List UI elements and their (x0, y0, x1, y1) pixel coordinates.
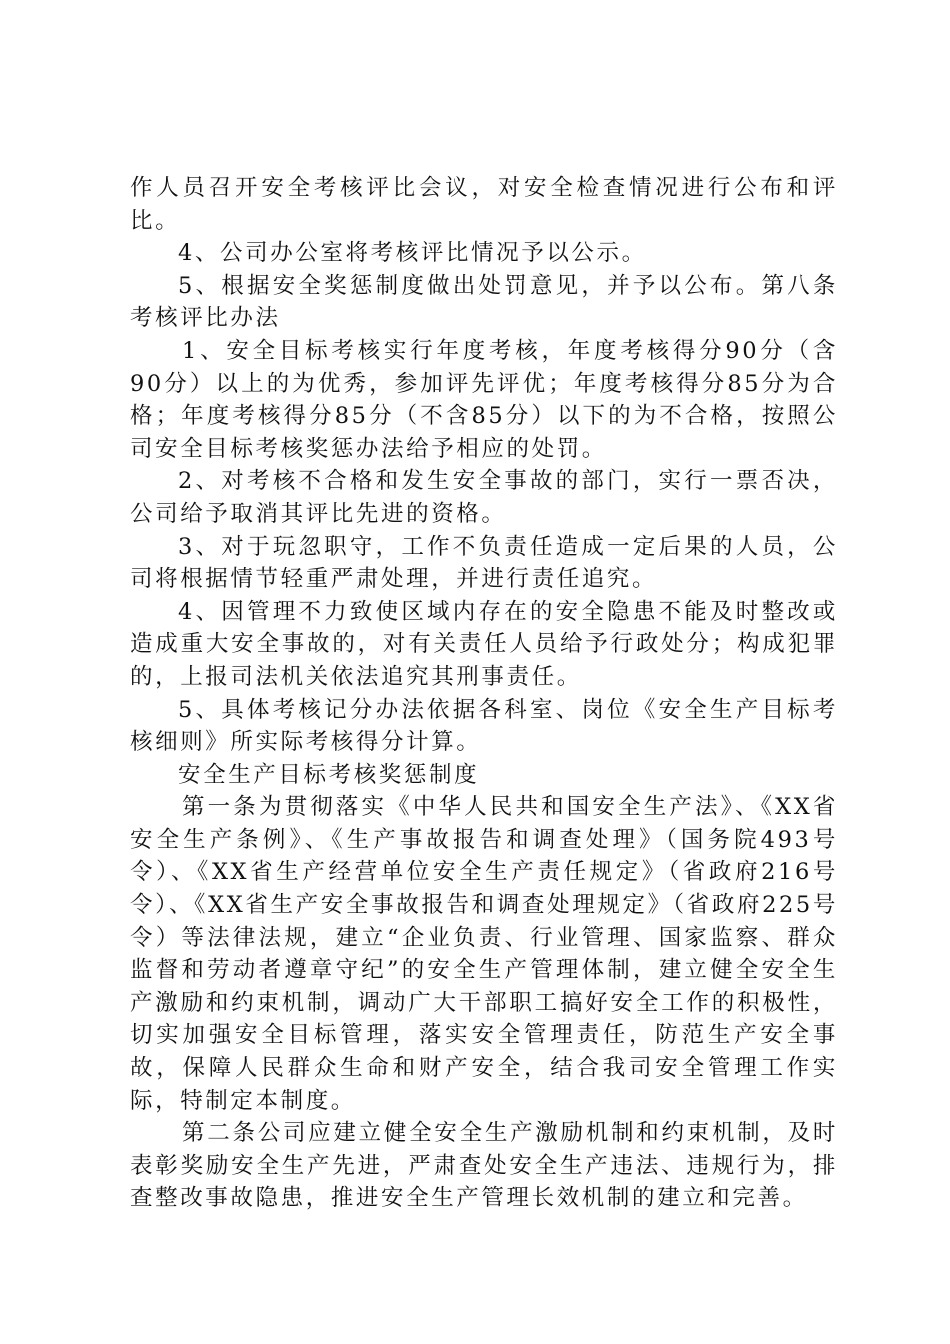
paragraph-item-4-publicity: 4、公司办公室将考核评比情况予以公示。 (178, 240, 647, 267)
document-body (130, 172, 838, 1215)
paragraph-rule-3: 3、对于玩忽职守，工作不负责任造成一定后果的人员，公司将根据情节轻重严肃处理，并进行责任追究。 (130, 533, 838, 593)
paragraph-article-1: 第一条为贯彻落实《中华人民共和国安全生产法》、《XX省安全生产条例》、《生产事故报告和调查处理》（国务院493号令）、《XX省生产经营单位安全生产责任规定》（省政府216号令）、《XX省生产安全事故报告和调查处理规定》（省政府225号令）等法律法规，建立“企业负责、行业管理、国家监察、群众监督和劳动者遵章守纪”的安全生产管理体制，建立健全安全生产激励和约束机制，调动广大干部职工搞好安全工作的积极性，切实加强安全目标管理，落实安全管理责任，防范生产安全事故，保障人民群众生命和财产安全，结合我司安全管理工作实际，特制定本制度。 (130, 794, 838, 1114)
paragraph-rule-1: 1、安全目标考核实行年度考核，年度考核得分90分（含90分）以上的为优秀，参加评先评优；年度考核得分85分为合格；年度考核得分85分（不含85分）以下的为不合格，按照公司安全目标考核奖惩办法给予相应的处罚。 (130, 337, 838, 462)
paragraph-rule-2: 2、对考核不合格和发生安全事故的部门，实行一票否决，公司给予取消其评比先进的资格。 (130, 468, 838, 527)
paragraph-item-5-penalty: 5、根据安全奖惩制度做出处罚意见，并予以公布。第八条考核评比办法 (130, 272, 838, 332)
paragraph-continuation: 作人员召开安全考核评比会议，对安全检查情况进行公布和评比。 (130, 175, 838, 234)
paragraph-article-2: 第二条公司应建立健全安全生产激励机制和约束机制，及时表彰奖励安全生产先进，严肃查处安全生产违法、违规行为，排查整改事故隐患，推进安全生产管理长效机制的建立和完善。 (130, 1120, 838, 1212)
section-heading: 安全生产目标考核奖惩制度 (178, 761, 480, 788)
paragraph-rule-4: 4、因管理不力致使区域内存在的安全隐患不能及时整改或造成重大安全事故的，对有关责任人员给予行政处分；构成犯罪的，上报司法机关依法追究其刑事责任。 (130, 598, 838, 690)
paragraph-rule-5: 5、具体考核记分办法依据各科室、岗位《安全生产目标考核细则》所实际考核得分计算。 (130, 696, 838, 756)
